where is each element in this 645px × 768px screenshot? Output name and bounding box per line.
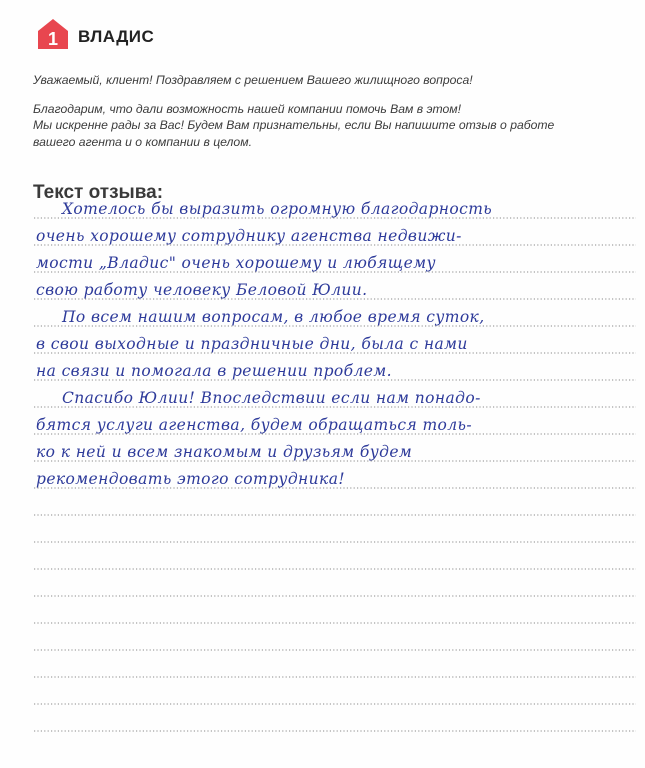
handwritten-line: на связи и помогала в решении проблем. (36, 362, 392, 380)
handwritten-line: рекомендовать этого сотрудника! (36, 470, 345, 488)
intro-text (33, 72, 603, 150)
intro-congrats: Уважаемый, клиент! Поздравляем с решением Вашего жилищного вопроса! (33, 73, 473, 87)
intro-request: Мы искренне рады за Вас! Будем Вам признательны, если Вы напишите отзыв о работе (33, 118, 555, 132)
handwritten-line: очень хорошему сотруднику агенства недвижи- (36, 227, 462, 245)
review-heading: Текст отзыва: (33, 182, 164, 203)
handwritten-line: ко к ней и всем знакомым и друзьям будем (36, 443, 413, 461)
company-logo (36, 17, 154, 51)
house-logo-icon (36, 17, 70, 51)
intro-request-end: вашего агента и о компании в целом. (33, 134, 252, 149)
handwritten-line: бятся услуги агенства, будем обращаться толь- (36, 416, 473, 434)
logo-badge-number: 1 (47, 29, 59, 49)
handwritten-line: Спасибо Юлии! Впоследствии если нам понадо- (62, 389, 481, 407)
handwritten-line: в свои выходные и праздничные дни, была с нами (36, 335, 468, 353)
brand-name: ВЛАДИС (78, 26, 155, 46)
intro-thanks: Благодарим, что дали возможность нашей компании помочь Вам в этом! (33, 101, 462, 116)
handwritten-line: свою работу человеку Беловой Юлии. (36, 281, 368, 299)
handwritten-line: мости „Владис" очень хорошему и любящему (36, 254, 436, 272)
handwritten-line: По всем нашим вопросам, в любое время суток, (62, 308, 485, 326)
handwritten-line: Хотелось бы выразить огромную благодарность (62, 200, 493, 218)
